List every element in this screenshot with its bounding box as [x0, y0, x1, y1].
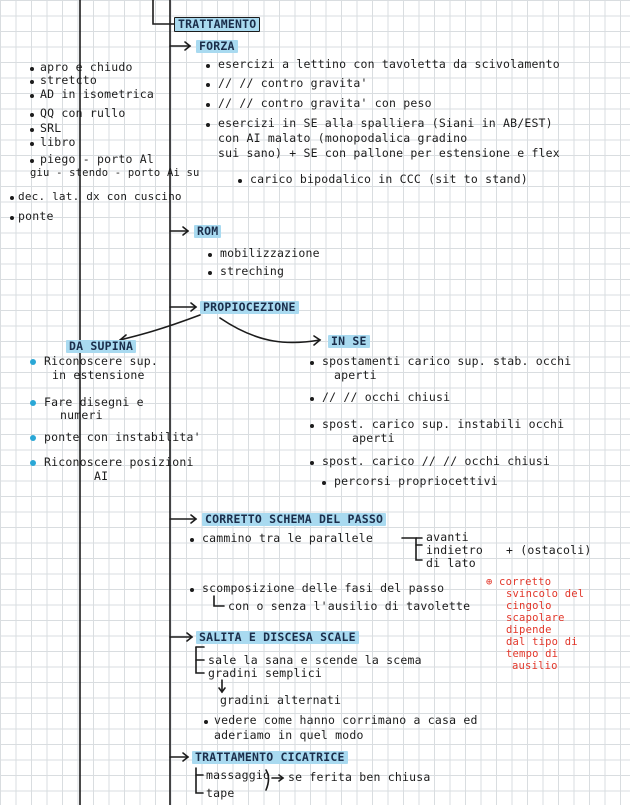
supina-item: Fare disegni e: [44, 395, 144, 409]
scale-title: SALITA E DISCESA SCALE: [196, 631, 359, 644]
vedere-text: aderiamo in quel modo: [214, 728, 364, 742]
left-item: ponte: [18, 209, 54, 223]
bullet: [310, 424, 314, 428]
forza-carico: carico bipodalico in CCC (sit to stand): [250, 172, 528, 186]
bullet: [30, 400, 36, 406]
bullet: [30, 113, 34, 117]
red-note-line: dipende: [506, 624, 552, 636]
scomposizione-text: scomposizione delle fasi del passo: [202, 581, 445, 595]
forza-item: // // contro gravita': [218, 76, 368, 90]
supina-item: numeri: [60, 408, 103, 422]
scale-item: gradini semplici: [208, 666, 322, 680]
forza-item: esercizi in SE alla spalliera (Siani in AB/EST): [218, 116, 553, 130]
left-item: apro e chiudo: [40, 60, 133, 74]
in-se-title: IN SE: [328, 335, 370, 348]
bullet: [310, 397, 314, 401]
vedere-text: vedere come hanno corrimano a casa ed: [214, 713, 478, 727]
bullet: [190, 588, 194, 592]
red-note-line: ⊕ corretto: [486, 576, 552, 588]
in-se-item: aperti: [352, 431, 395, 445]
red-note-line: tempo di: [506, 648, 559, 660]
ostacoli-text: + (ostacoli): [506, 543, 592, 557]
rom-title: ROM: [194, 225, 221, 238]
supina-item: in estensione: [52, 368, 145, 382]
cicatrice-note: se ferita ben chiusa: [288, 770, 431, 784]
bullet: [30, 128, 34, 132]
cammino-text: cammino tra le parallele: [202, 531, 373, 545]
left-item: libro: [40, 135, 76, 149]
supina-item: AI: [94, 469, 109, 483]
in-se-item: spost. carico sup. instabili occhi: [322, 417, 565, 431]
scale-item: gradini alternati: [220, 693, 342, 707]
bullet: [30, 460, 36, 466]
left-item: piego - porto Al: [40, 152, 154, 166]
red-note-line: ausilio: [512, 660, 558, 672]
bullet: [30, 435, 36, 441]
bullet: [30, 359, 36, 365]
supina-item: Riconoscere sup.: [44, 354, 158, 368]
bullet: [206, 123, 210, 127]
forza-item: con AI malato (monopodalica gradino: [218, 131, 468, 145]
bullet: [30, 80, 34, 84]
forza-item: // // contro gravita' con peso: [218, 96, 432, 110]
forza-item: esercizi a lettino con tavoletta da scivolamento: [218, 57, 560, 71]
cicatrice-item: tape: [206, 786, 235, 800]
bullet: [310, 461, 314, 465]
in-se-item: // // occhi chiusi: [322, 390, 451, 404]
bullet: [30, 159, 34, 163]
direction-lato: di lato: [426, 556, 476, 570]
left-item: QQ con rullo: [40, 106, 126, 120]
red-note-line: cingolo: [506, 600, 552, 612]
direction-indietro: indietro: [426, 543, 483, 557]
bullet: [206, 64, 210, 68]
red-note-line: svincolo del: [506, 588, 585, 600]
forza-item: sui sano) + SE con pallone per estensione e flex: [218, 146, 560, 160]
cicatrice-title: TRATTAMENTO CICATRICE: [192, 751, 348, 764]
supina-title: DA SUPINA: [66, 340, 136, 353]
scale-item: sale la sana e scende la scema: [208, 653, 422, 667]
bullet: [208, 253, 212, 257]
supina-item: ponte con instabilita': [44, 430, 201, 444]
bullet: [208, 271, 212, 275]
left-item: SRL: [40, 121, 62, 135]
in-se-item: spostamenti carico sup. stab. occhi: [322, 354, 572, 368]
bullet: [206, 103, 210, 107]
rom-item: streching: [220, 264, 285, 278]
bullet: [322, 481, 326, 485]
propriocezione-title: PROPIOCEZIONE: [200, 301, 299, 314]
left-item: dec. lat. dx con cuscino: [18, 190, 182, 203]
bullet: [238, 179, 242, 183]
bullet: [30, 94, 34, 98]
bullet: [10, 216, 14, 220]
direction-avanti: avanti: [426, 530, 469, 544]
scomposizione-sub: con o senza l'ausilio di tavolette: [228, 599, 471, 613]
red-note-line: dal tipo di: [506, 636, 578, 648]
bullet: [310, 361, 314, 365]
bullet: [10, 196, 14, 200]
left-item: AD in isometrica: [40, 87, 154, 101]
rom-item: mobilizzazione: [220, 246, 320, 260]
in-se-item: percorsi propriocettivi: [334, 474, 498, 488]
bullet: [30, 142, 34, 146]
trattamento-title: TRATTAMENTO: [174, 17, 260, 32]
left-item: giu - stendo - porto Ai su: [30, 167, 200, 179]
forza-title: FORZA: [196, 40, 238, 53]
bullet: [204, 720, 208, 724]
cicatrice-item: massaggio: [206, 768, 271, 782]
in-se-item: aperti: [334, 368, 377, 382]
supina-item: Riconoscere posizioni: [44, 455, 194, 469]
bullet: [190, 538, 194, 542]
red-note-line: scapolare: [506, 612, 565, 624]
left-item: stretcto: [40, 73, 97, 87]
passo-title: CORRETTO SCHEMA DEL PASSO: [202, 513, 386, 526]
bullet: [206, 83, 210, 87]
bullet: [30, 67, 34, 71]
in-se-item: spost. carico // // occhi chiusi: [322, 454, 550, 468]
